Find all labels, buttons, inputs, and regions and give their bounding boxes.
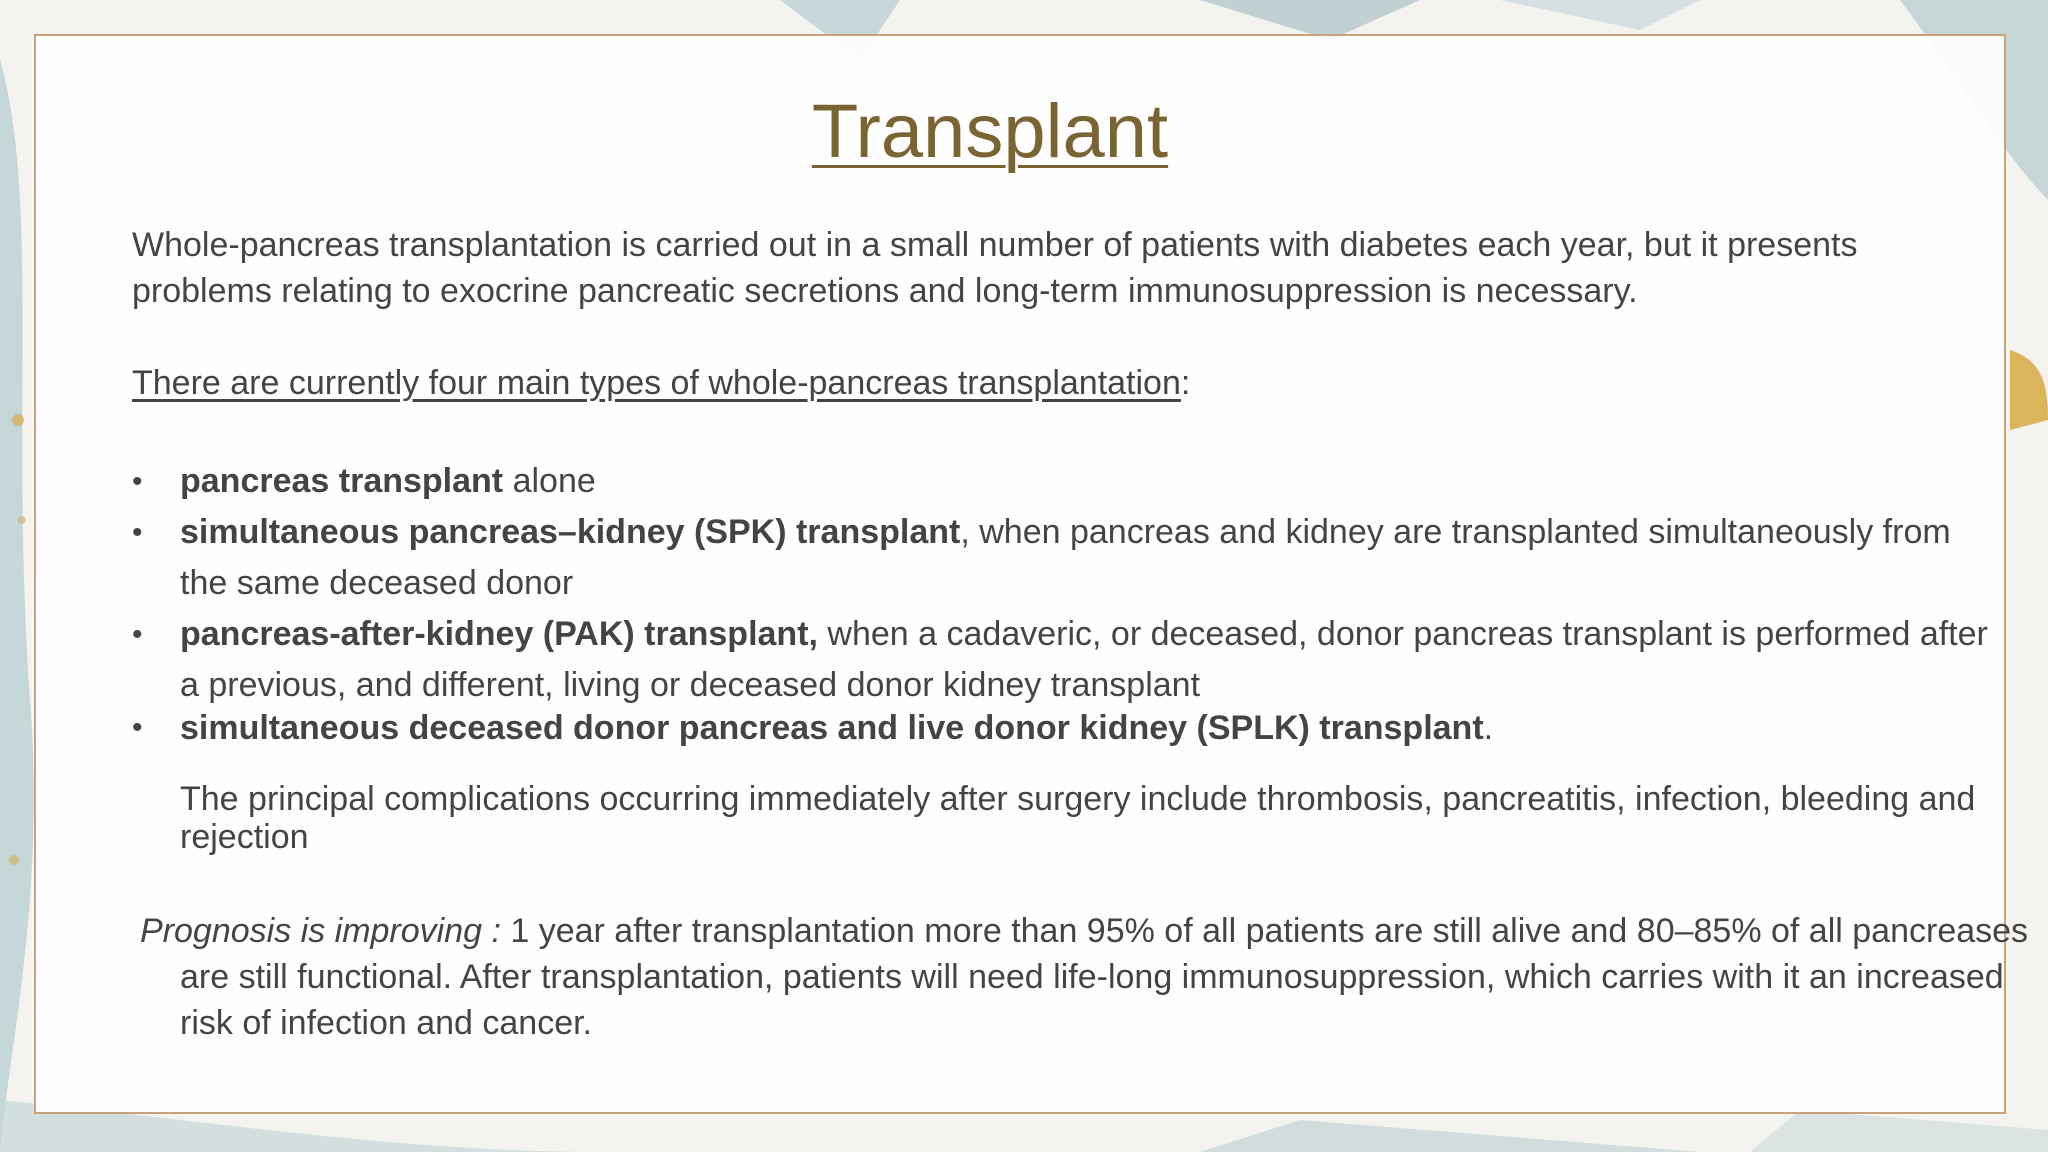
slide-title: Transplant: [811, 89, 1169, 174]
list-item-bold: pancreas-after-kidney (PAK) transplant,: [180, 615, 818, 653]
list-item: [132, 507, 1992, 609]
transplant-types-list: [132, 456, 1992, 751]
list-item-text: .: [1483, 709, 1494, 747]
list-item-bold: pancreas transplant: [180, 462, 504, 500]
prognosis-label: Prognosis is improving :: [140, 912, 501, 950]
bullet-dot-icon: •: [132, 711, 143, 744]
list-item-text: , when pancreas and kidney are transplanted simultaneously from the same deceased donor: [180, 513, 1951, 602]
types-heading: [132, 360, 1632, 406]
list-item: [132, 609, 1992, 711]
bullet-dot-icon: •: [132, 516, 143, 549]
complications-paragraph: The principal complications occurring immediately after surgery include thrombosis, pancreatitis, infection, bleeding and rejection: [180, 780, 1976, 856]
prognosis-text: 1 year after transplantation more than 95% of all patients are still alive and 80–85% of all pancreases are still functional. After transplantation, patients will need life-long immunosuppression, which carries with it an increased risk of infection and cancer.: [180, 912, 2029, 1042]
list-item-text: when a cadaveric, or deceased, donor pancreas transplant is performed after a previous, and different, living or deceased donor kidney transplant: [180, 615, 1988, 704]
bullet-dot-icon: •: [132, 618, 143, 651]
list-item: [132, 456, 1992, 507]
content-frame: [34, 34, 2029, 1114]
list-item: [132, 705, 1992, 751]
prognosis-paragraph: [140, 908, 2030, 1046]
bullet-dot-icon: •: [132, 465, 143, 498]
intro-paragraph: Whole-pancreas transplantation is carried out in a small number of patients with diabetes each year, but it presents problems relating to exocrine pancreatic secretions and long-term immunosuppression is necessary.: [132, 226, 1858, 310]
types-heading-text: There are currently four main types of whole-pancreas transplantation: [132, 364, 1181, 402]
types-heading-colon: :: [1180, 364, 1191, 402]
list-item-bold: simultaneous deceased donor pancreas and live donor kidney (SPLK) transplant: [180, 709, 1484, 747]
list-item-text: alone: [503, 462, 596, 500]
list-item-bold: simultaneous pancreas–kidney (SPK) transplant: [180, 513, 961, 551]
